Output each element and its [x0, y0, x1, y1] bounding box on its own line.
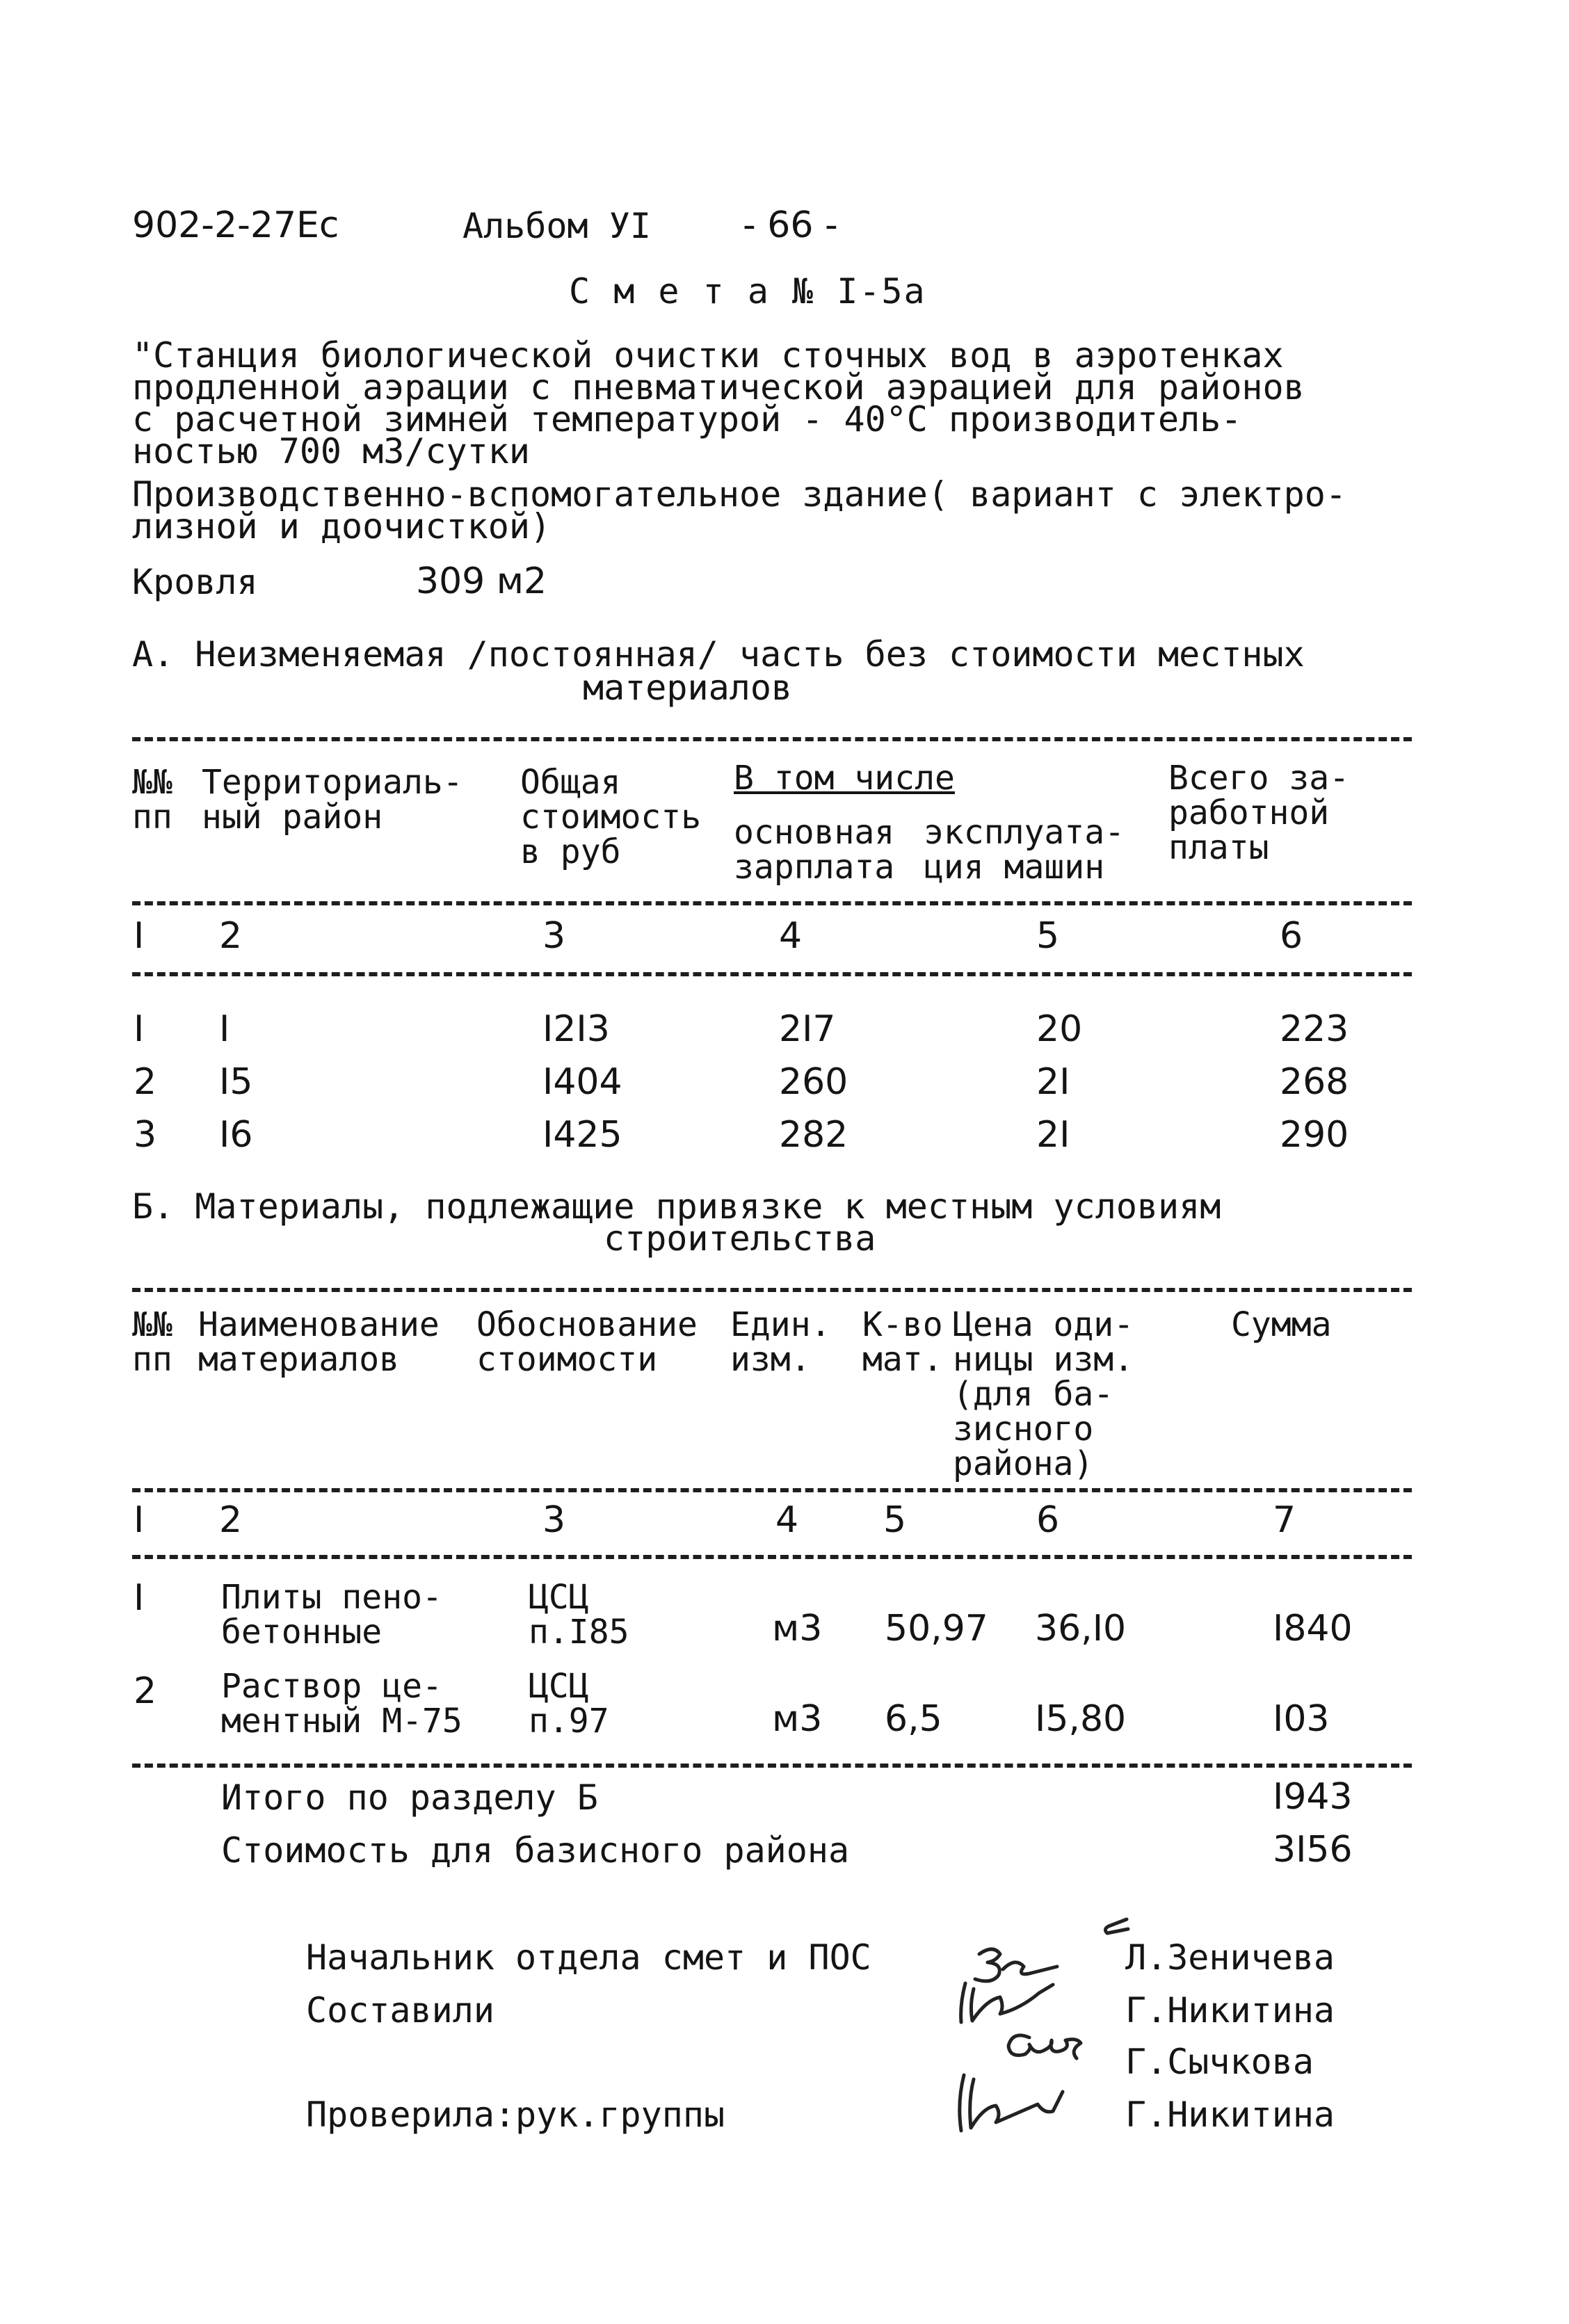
col-header-total: Общая стоимость в руб — [520, 763, 702, 871]
col-header-price: Цена оди- ницы изм. (для ба- зисного района) — [953, 1305, 1134, 1483]
col-header-region: Территориаль- ный район — [202, 763, 463, 837]
handwritten-signatures — [925, 1905, 1134, 2156]
row-basis: ЦСЦ п.I85 — [529, 1578, 629, 1652]
col-header-machines: эксплуата- ция машин — [924, 813, 1125, 887]
col-number: 7 — [1273, 1499, 1296, 1541]
col-number: 2 — [219, 1499, 243, 1541]
row-region: I5 — [219, 1061, 253, 1103]
base-cost-value: 3I56 — [1273, 1829, 1353, 1871]
description-line: лизной и доочисткой) — [132, 506, 552, 547]
divider — [132, 737, 1412, 741]
row-machines: 2I — [1036, 1114, 1070, 1156]
row-number: I — [134, 1008, 145, 1050]
signer-name: Г.Никитина — [1125, 1990, 1335, 2031]
section-total-label: Итого по разделу Б — [221, 1777, 598, 1818]
row-number: 2 — [134, 1061, 157, 1103]
row-wages: 290 — [1280, 1114, 1349, 1156]
row-number: 2 — [134, 1670, 157, 1712]
signature-mark — [1008, 2035, 1081, 2058]
row-salary: 282 — [779, 1114, 848, 1156]
description-line: Производственно-вспомогательное здание( вариант с электро- — [132, 474, 1346, 515]
description-line: "Станция биологической очистки сточных вод в аэротенках — [132, 335, 1284, 376]
row-sum: I840 — [1273, 1608, 1353, 1649]
col-header-wages: Всего за- работной платы — [1168, 759, 1350, 867]
row-number: I — [134, 1577, 145, 1619]
signature-mark — [975, 1949, 1000, 1981]
col-header-num: №№ пп — [132, 763, 172, 837]
col-number: 5 — [883, 1499, 907, 1541]
row-salary: 260 — [779, 1061, 848, 1103]
base-cost-label: Стоимость для базисного района — [221, 1830, 850, 1871]
row-material-name: Плиты пено- бетонные — [221, 1578, 442, 1652]
row-total: I425 — [542, 1114, 622, 1156]
col-number: I — [134, 1499, 145, 1541]
col-number: 4 — [779, 915, 803, 957]
col-number: 2 — [219, 915, 243, 957]
col-number: 6 — [1280, 915, 1303, 957]
signer-role: Составили — [306, 1990, 494, 2031]
page-number: - 66 - — [743, 204, 838, 246]
signer-name: Л.Зеничева — [1125, 1937, 1335, 1978]
album-label: Альбом УI — [462, 206, 651, 246]
row-price: I5,80 — [1035, 1698, 1127, 1740]
description-line: ностью 700 м3/сутки — [132, 431, 530, 471]
row-qty: 50,97 — [885, 1608, 988, 1649]
row-machines: 20 — [1036, 1008, 1083, 1050]
signature-mark — [1105, 1919, 1128, 1933]
divider — [132, 1488, 1412, 1492]
description-line: с расчетной зимней температурой - 40°С производитель- — [132, 399, 1242, 439]
row-machines: 2I — [1036, 1061, 1070, 1103]
divider — [132, 972, 1412, 976]
row-salary: 2I7 — [779, 1008, 836, 1050]
col-header-num: №№ пп — [132, 1305, 172, 1379]
signer-name: Г.Никитина — [1125, 2095, 1335, 2135]
divider — [132, 901, 1412, 905]
row-sum: I03 — [1273, 1698, 1330, 1740]
signature-mark — [960, 2075, 1063, 2131]
section-b-heading: Б. Материалы, подлежащие привязке к местным условиям — [132, 1186, 1221, 1227]
signature-mark — [961, 1983, 1053, 2022]
row-total: I2I3 — [542, 1008, 610, 1050]
col-header-sum: Сумма — [1231, 1305, 1332, 1344]
description-line: продленной аэрации с пневматической аэрацией для районов — [132, 367, 1305, 407]
section-total-value: I943 — [1273, 1776, 1353, 1818]
section-a-heading: А. Неизменяемая /постоянная/ часть без стоимости местных — [132, 634, 1305, 675]
roof-value: 309 м2 — [416, 560, 547, 602]
col-header-name: Наименование материалов — [198, 1305, 440, 1379]
col-number: 3 — [542, 1499, 566, 1541]
signer-name: Г.Сычкова — [1125, 2042, 1314, 2082]
document-code: 902-2-27Ес — [132, 204, 339, 246]
signature-mark — [1003, 1962, 1057, 1974]
row-wages: 223 — [1280, 1008, 1349, 1050]
row-price: 36,I0 — [1035, 1608, 1127, 1649]
row-unit: м3 — [772, 1608, 823, 1649]
col-header-basis: Обоснование стоимости — [476, 1305, 698, 1379]
row-number: 3 — [134, 1114, 157, 1156]
row-basis: ЦСЦ п.97 — [529, 1667, 609, 1741]
row-region: I6 — [219, 1114, 253, 1156]
row-wages: 268 — [1280, 1061, 1349, 1103]
row-region: I — [219, 1008, 230, 1050]
col-header-qty: К-во мат. — [862, 1305, 943, 1379]
col-header-salary: основная зарплата — [734, 813, 895, 887]
col-number: 5 — [1036, 915, 1060, 957]
col-number: 6 — [1036, 1499, 1060, 1541]
row-total: I404 — [542, 1061, 622, 1103]
divider — [132, 1764, 1412, 1768]
estimate-title: С м е т а № I-5а — [569, 271, 926, 312]
row-unit: м3 — [772, 1698, 823, 1740]
col-header-unit: Един. изм. — [730, 1305, 831, 1379]
roof-label: Кровля — [132, 562, 258, 602]
row-material-name: Раствор це- ментный М-75 — [221, 1667, 462, 1741]
signer-role: Начальник отдела смет и ПОС — [306, 1937, 871, 1978]
row-qty: 6,5 — [885, 1698, 942, 1740]
col-number: 4 — [775, 1499, 799, 1541]
divider — [132, 1555, 1412, 1559]
section-a-heading-cont: материалов — [583, 668, 793, 708]
section-b-heading-cont: строительства — [604, 1218, 876, 1259]
col-number: 3 — [542, 915, 566, 957]
col-header-incl: В том числе — [734, 759, 955, 798]
signer-role: Проверила:рук.группы — [306, 2095, 725, 2135]
divider — [132, 1288, 1412, 1292]
col-number: I — [134, 915, 145, 957]
